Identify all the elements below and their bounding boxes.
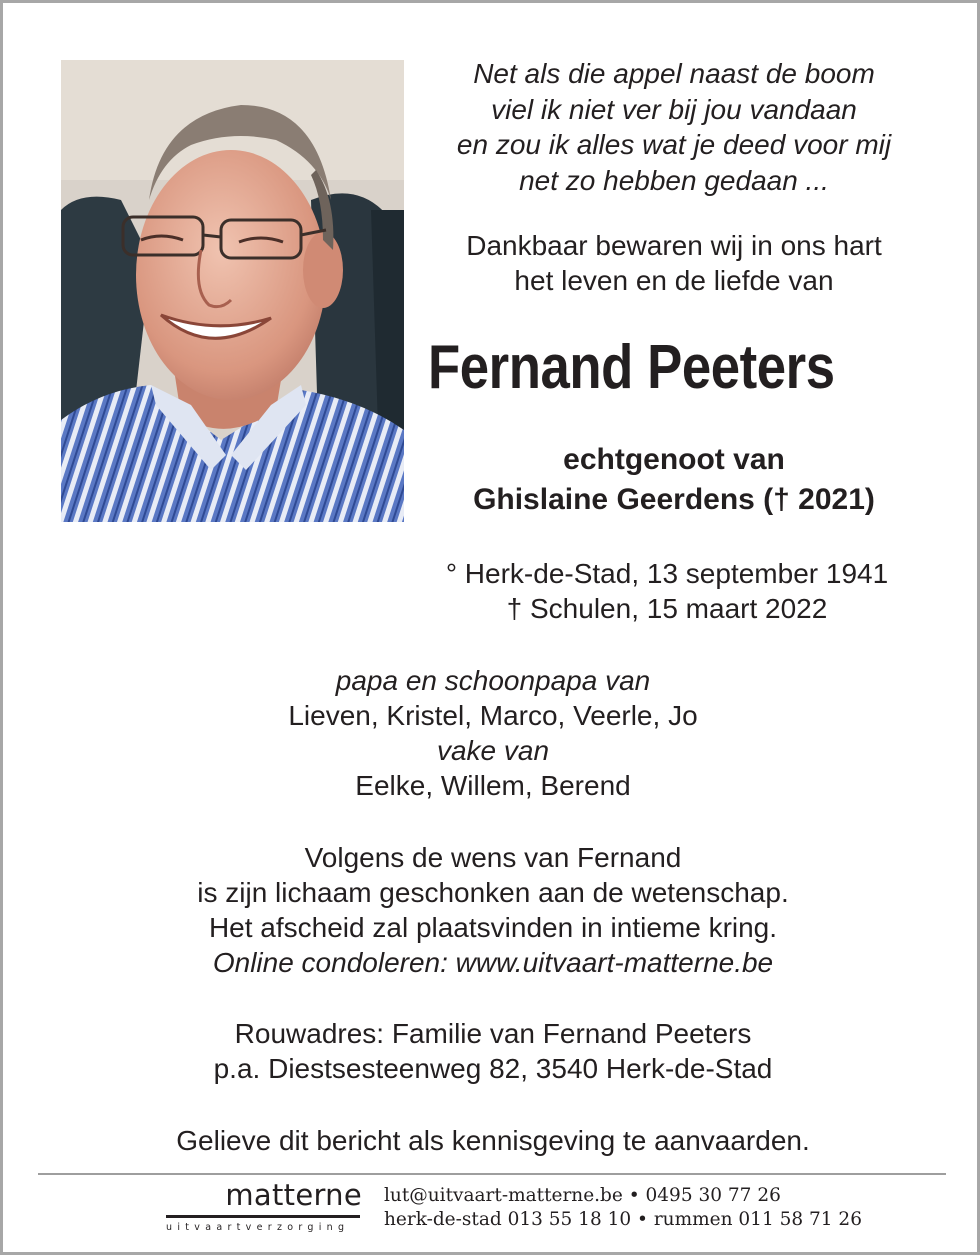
wish-line: is zijn lichaam geschonken aan de wetenschap. <box>197 877 789 908</box>
children-names: Lieven, Kristel, Marco, Veerle, Jo <box>288 700 698 731</box>
children-label: papa en schoonpapa van <box>335 665 651 696</box>
deceased-name: Fernand Peeters <box>428 333 835 402</box>
intro-line: het leven en de liefde van <box>514 265 834 296</box>
poem-line: en zou ik alles wat je deed voor mij <box>456 129 892 160</box>
poem-line: viel ik niet ver bij jou vandaan <box>491 93 857 125</box>
intro <box>418 228 930 298</box>
brand-logo-underline <box>166 1215 360 1218</box>
spouse-name: Ghislaine Geerdens († 2021) <box>473 483 875 516</box>
family-block <box>3 663 980 803</box>
brand-tagline: uitvaartverzorging <box>166 1222 350 1233</box>
brand-logo: matterne <box>225 1178 362 1212</box>
intro-line: Dankbaar bewaren wij in ons hart <box>466 230 882 261</box>
wish-line: Volgens de wens van Fernand <box>304 842 682 873</box>
address-line: Rouwadres: Familie van Fernand Peeters <box>234 1018 752 1049</box>
wish-line: Het afscheid zal plaatsvinden in intieme kring. <box>208 912 778 943</box>
poem-line: net zo hebben gedaan ... <box>519 164 829 196</box>
mourning-address <box>3 1016 980 1086</box>
spouse-block <box>418 440 930 520</box>
notice-text: Gelieve dit bericht als kennisgeving te aanvaarden. <box>176 1125 810 1156</box>
portrait-photo <box>61 60 404 522</box>
grandchildren-label: vake van <box>436 735 550 766</box>
contact-offices: herk-de-stad 013 55 18 10 • rummen 011 58 71 26 <box>384 1209 862 1230</box>
contact-info <box>384 1184 862 1232</box>
wish-block <box>3 840 980 980</box>
spouse-label: echtgenoot van <box>563 443 785 476</box>
death-date: † Schulen, 15 maart 2022 <box>506 593 828 624</box>
address-line: p.a. Diestsesteenweg 82, 3540 Herk-de-Stad <box>213 1053 773 1084</box>
poem <box>418 56 930 198</box>
birth-date: ° Herk-de-Stad, 13 september 1941 <box>445 558 889 589</box>
contact-email-phone[interactable]: lut@uitvaart-matterne.be • 0495 30 77 26 <box>384 1185 781 1206</box>
footer-divider <box>38 1173 946 1175</box>
life-dates <box>403 556 931 626</box>
grandchildren-names: Eelke, Willem, Berend <box>355 770 631 801</box>
online-condolence-link[interactable]: Online condoleren: www.uitvaart-matterne.be <box>212 947 774 978</box>
poem-line: Net als die appel naast de boom <box>473 58 875 89</box>
